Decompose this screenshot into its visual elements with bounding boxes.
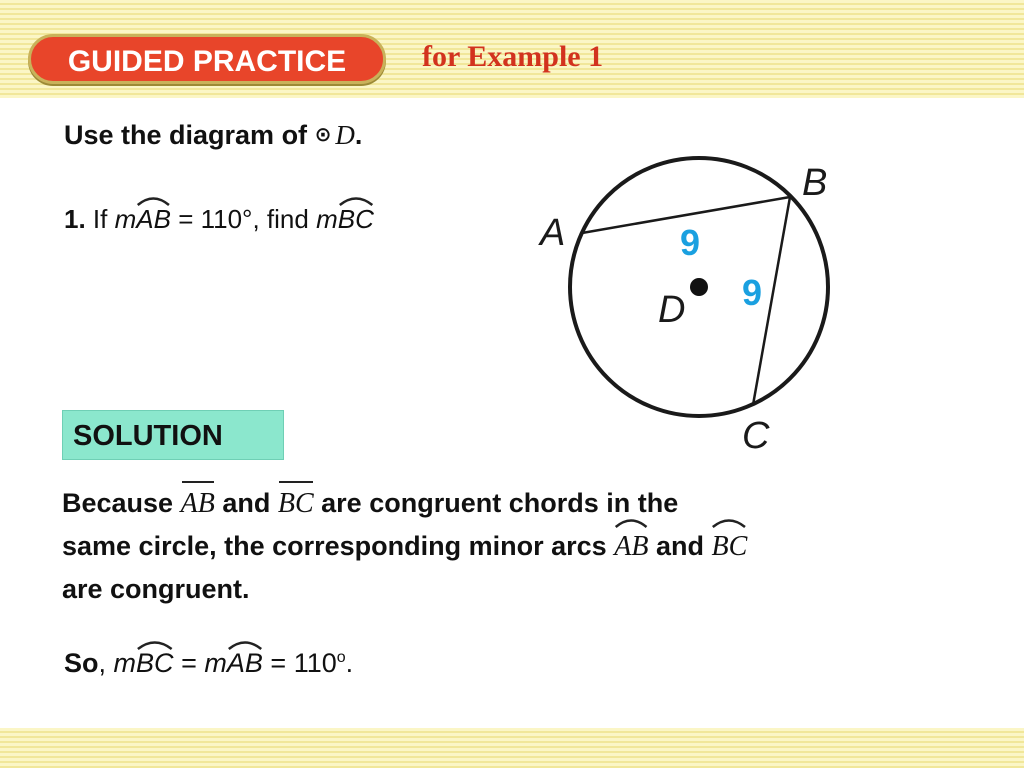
footer-band (0, 728, 1024, 768)
solution-text: are congruent. (62, 574, 250, 604)
segment-bc: BC (278, 483, 314, 525)
conclusion-comma: , (98, 648, 107, 678)
arc-bc: BC (338, 204, 374, 235)
center-point (690, 278, 708, 296)
arc-bc: BC (136, 648, 174, 679)
solution-text: are congruent chords in the (321, 488, 679, 518)
conclusion-line (64, 648, 353, 679)
chord-length-bc: 9 (742, 272, 763, 313)
problem-1 (64, 204, 374, 235)
instruction-line (64, 120, 362, 151)
solution-label: SOLUTION (62, 410, 284, 460)
solution-text: same circle, the corresponding minor arcs (62, 531, 607, 561)
measure-m: m (316, 204, 338, 234)
conclusion-equals: = (181, 648, 197, 678)
measure-m: m (204, 648, 227, 678)
conclusion-value: = 110 (270, 648, 337, 678)
problem-equation: = 110°, find (178, 204, 309, 234)
arc-ab: AB (136, 204, 171, 235)
arc-mark-icon (711, 518, 747, 528)
solution-text: Because (62, 488, 174, 518)
measure-m: m (113, 648, 137, 678)
arc-mark-icon (227, 640, 263, 650)
chord-length-ab: 9 (680, 222, 701, 263)
arc-mark-icon (136, 196, 171, 206)
arc-ab: AB (227, 648, 263, 679)
circle-diagram (530, 150, 850, 460)
problem-if: If (92, 204, 108, 234)
instruction-text: Use the diagram of (64, 120, 308, 150)
arc-mark-icon (136, 640, 174, 650)
conclusion-period: . (345, 648, 354, 678)
measure-m: m (114, 204, 137, 234)
label-b: B (802, 162, 828, 204)
conclusion-so: So (64, 648, 99, 678)
example-reference: for Example 1 (422, 40, 604, 73)
solution-text: and (222, 488, 271, 518)
arc-mark-icon (614, 518, 648, 528)
arc-mark-icon (338, 196, 374, 206)
solution-text: and (655, 531, 704, 561)
solution-paragraph (62, 482, 962, 610)
label-d: D (658, 289, 686, 331)
arc-bc: BC (711, 526, 747, 568)
degree-mark: o (336, 649, 346, 666)
segment-ab: AB (181, 483, 215, 525)
label-c: C (742, 415, 770, 457)
circle-dot-icon: ⊙ (314, 124, 332, 146)
guided-practice-badge: GUIDED PRACTICE (28, 34, 386, 84)
label-a: A (540, 212, 566, 254)
instruction-period: . (354, 120, 363, 150)
arc-ab: AB (614, 526, 648, 568)
circle-name: D (335, 120, 355, 150)
problem-number: 1. (64, 204, 86, 234)
